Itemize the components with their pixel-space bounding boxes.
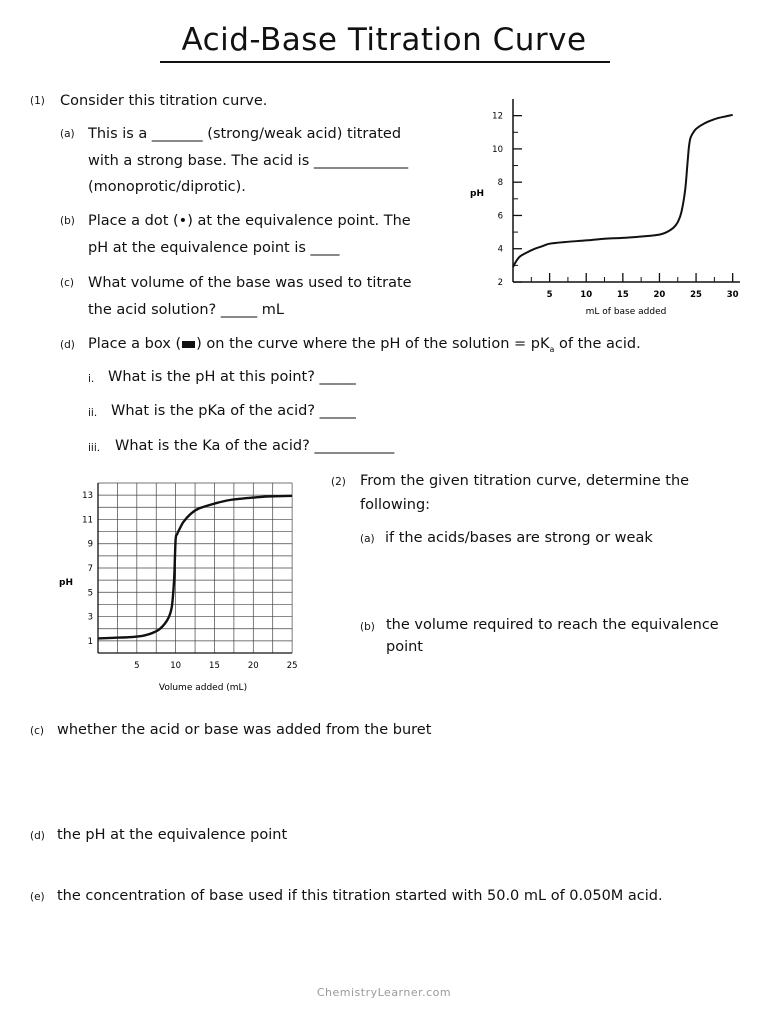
chart1-x-tick-label: 25 [690, 290, 702, 300]
footer-brand: ChemistryLearner.com [316, 986, 452, 999]
q2b-text [386, 614, 719, 658]
chart2-y-tick-label: 5 [87, 588, 93, 599]
chart1-y-tick-label: 8 [497, 178, 503, 189]
chart2-x-tick-label: 10 [170, 661, 182, 671]
chart1-y-tick-label: 10 [492, 144, 503, 155]
q1d-iii-text: What is the Ka of the acid? ___________ [115, 438, 395, 454]
chart1-x-tick-label: 20 [653, 290, 666, 300]
chart1-x-tick-label: 10 [580, 290, 593, 300]
q2b-line1: the volume required to reach the equivalence [386, 617, 719, 633]
q1a-line2: with a strong base. The acid is _____________ [88, 152, 409, 169]
q1d-ii-marker: ii. [88, 407, 98, 419]
q2c-marker: (c) [30, 725, 44, 737]
chart1-y-tick-label: 4 [497, 244, 503, 255]
q2b-line2: point [386, 639, 423, 655]
chart1-y-axis-label: pH [470, 189, 484, 199]
chart1-axes [513, 99, 740, 282]
q1-prompt: Consider this titration curve. [60, 93, 268, 109]
q2a-marker: (a) [360, 533, 375, 545]
chart2-y-tick-label: 11 [82, 515, 93, 526]
q1c-line2: the acid solution? _____ mL [88, 301, 284, 318]
chart1-y-tick-label: 6 [497, 211, 503, 222]
page-title: Acid-Base Titration Curve [181, 22, 587, 58]
q2d-text: the pH at the equivalence point [57, 827, 288, 843]
chart2-y-tick-label: 9 [87, 539, 93, 550]
q1d-i-text: What is the pH at this point? _____ [108, 369, 356, 385]
q2-prompt [360, 469, 689, 517]
chart2-y-tick-label: 7 [87, 564, 93, 574]
chart1-x-tick-label: 30 [726, 290, 739, 300]
q1b-marker: (b) [60, 215, 75, 227]
q1c-marker: (c) [60, 277, 74, 289]
chart1-y-tick-label: 2 [497, 278, 503, 288]
q1a-line3: (monoprotic/diprotic). [88, 179, 246, 195]
q1d-i-marker: i. [88, 373, 95, 385]
chart1-curve [513, 115, 733, 267]
q2-prompt-line2: following: [360, 497, 431, 513]
chart2-y-tick-label: 1 [87, 636, 93, 647]
titration-chart-1 [460, 95, 750, 325]
chart1-x-tick-label: 5 [546, 290, 553, 300]
chart2-y-tick-label: 13 [82, 491, 93, 502]
q1a-text [88, 121, 408, 201]
q1a-marker: (a) [60, 128, 75, 140]
chart2-ticks [82, 491, 297, 671]
chart2-x-tick-label: 25 [286, 661, 298, 671]
filled-box-icon [182, 341, 195, 348]
chart2-y-tick-label: 3 [87, 612, 93, 623]
q1-number: (1) [30, 95, 45, 107]
q1d-text-before: Place a box ( [88, 336, 182, 352]
chart2-x-axis-label: Volume added (mL) [158, 683, 248, 693]
titration-chart-2 [55, 478, 315, 698]
q1c-line1: What volume of the base was used to titrate [88, 275, 412, 291]
chart1-x-axis-label: mL of base added [585, 307, 667, 317]
q1a-line1: This is a _______ (strong/weak acid) titrated [88, 126, 402, 142]
chart2-y-axis-label: pH [59, 578, 73, 588]
q2d-marker: (d) [30, 830, 45, 842]
chart1-ticks [492, 112, 738, 300]
q1d-marker: (d) [60, 339, 75, 351]
q1d-text-end: of the acid. [554, 336, 641, 352]
q1b-text [88, 208, 411, 261]
q1d-text [88, 336, 641, 354]
chart2-x-tick-label: 5 [134, 661, 140, 671]
q1d-text-after: ) on the curve where the pH of the solution = pK [196, 336, 550, 352]
chart2-grid [98, 483, 292, 653]
q2b-marker: (b) [360, 621, 375, 633]
q1d-ii-text: What is the pKa of the acid? _____ [111, 403, 356, 419]
q1d-iii-marker: iii. [88, 442, 101, 454]
chart1-x-tick-label: 15 [616, 290, 629, 300]
q2c-text: whether the acid or base was added from the buret [57, 722, 432, 738]
chart2-x-tick-label: 20 [247, 661, 259, 671]
title-underline [160, 61, 610, 63]
q2e-text: the concentration of base used if this titration started with 50.0 mL of 0.050M acid. [57, 888, 663, 904]
q2-number: (2) [331, 476, 346, 488]
q2-prompt-line1: From the given titration curve, determine the [360, 473, 690, 489]
chart1-y-tick-label: 12 [492, 111, 503, 122]
q1b-line1: Place a dot (•) at the equivalence point. The [88, 213, 411, 229]
q1d-subscript: a [549, 344, 555, 354]
q1c-text [88, 270, 412, 323]
q2e-marker: (e) [30, 891, 45, 903]
q1b-line2: pH at the equivalence point is ____ [88, 239, 340, 256]
q2a-text: if the acids/bases are strong or weak [385, 530, 653, 546]
chart2-x-tick-label: 15 [209, 661, 220, 671]
